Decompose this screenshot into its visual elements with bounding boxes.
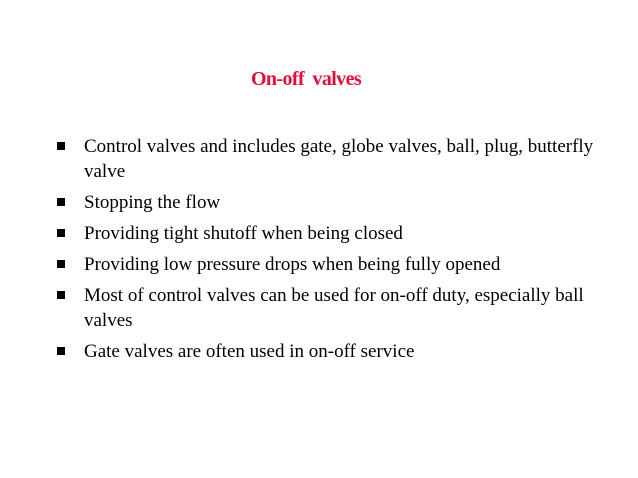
bullet-text: Providing low pressure drops when being fully opened <box>84 254 501 275</box>
square-bullet-icon <box>57 198 65 206</box>
square-bullet-icon <box>57 347 65 355</box>
square-bullet-icon <box>57 291 65 299</box>
bullet-text: Providing tight shutoff when being closed <box>84 223 403 244</box>
list-item <box>0 252 638 277</box>
list-item <box>0 134 638 184</box>
list-item <box>0 190 638 215</box>
list-item <box>0 283 638 333</box>
square-bullet-icon <box>57 142 65 150</box>
list-item <box>0 339 638 364</box>
bullet-text: Stopping the flow <box>84 192 221 213</box>
bullet-text: Gate valves are often used in on-off service <box>84 341 415 362</box>
list-item <box>0 221 638 246</box>
slide-title: On-off valves <box>250 68 362 90</box>
bullet-text: Control valves and includes gate, globe valves, ball, plug, butterfly valve <box>84 136 594 182</box>
bullet-text: Most of control valves can be used for on-off duty, especially ball valves <box>84 285 584 331</box>
square-bullet-icon <box>57 229 65 237</box>
square-bullet-icon <box>57 260 65 268</box>
bullet-list <box>0 134 638 370</box>
